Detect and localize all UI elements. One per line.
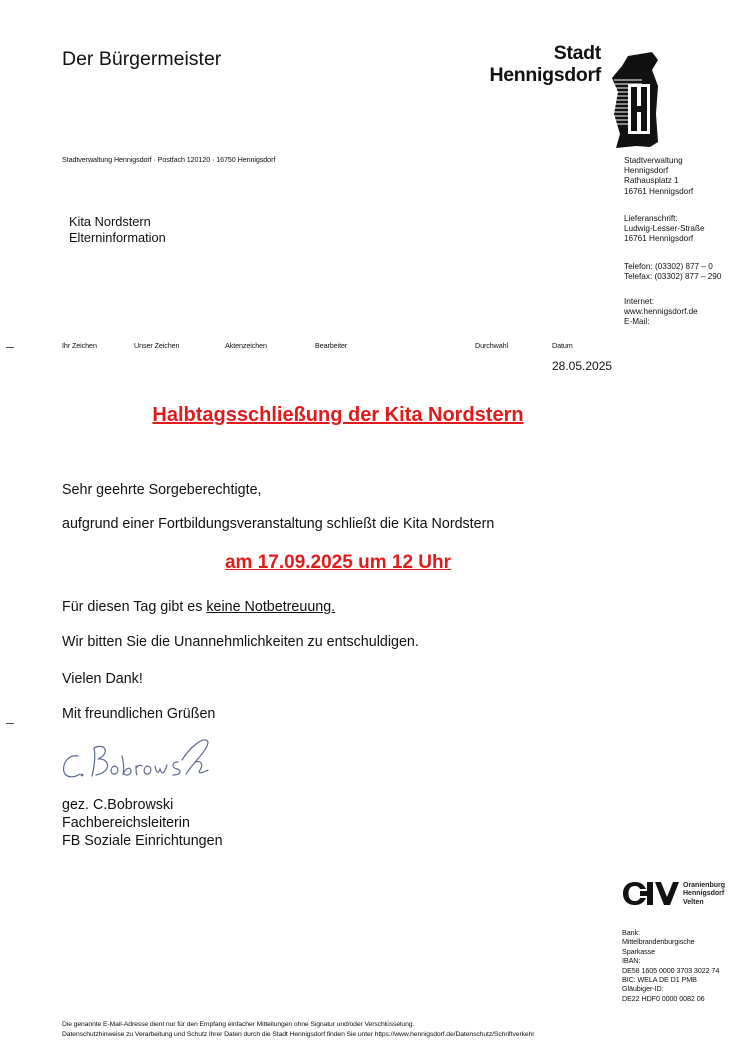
- city-name-line1: Stadt: [553, 42, 601, 64]
- fold-mark-bottom: [6, 723, 14, 724]
- sidebar-phone: Telefon: (03302) 877 – 0: [624, 262, 713, 271]
- sender-title: Der Bürgermeister: [62, 48, 222, 70]
- sidebar-email-label: E-Mail:: [624, 317, 650, 327]
- hennigsdorf-crest-logo: [612, 52, 660, 150]
- signer-role: Fachbereichsleiterin: [62, 815, 190, 831]
- sidebar-address-line: Hennigsdorf: [624, 166, 669, 176]
- signer-block: [62, 796, 223, 850]
- footer-email-note: Die genannte E-Mail-Adresse dient nur für den Empfang einfacher Mitteilungen ohne Signatur und/oder Verschlüsselung.: [62, 1021, 415, 1028]
- notice-emphasis: keine Notbetreuung.: [206, 599, 336, 615]
- salutation: Sehr geehrte Sorgeberechtigte,: [62, 482, 262, 498]
- sidebar-delivery: [624, 214, 705, 245]
- intro-paragraph: aufgrund einer Fortbildungsveranstaltung schließt die Kita Nordstern: [62, 516, 495, 532]
- recipient-line1: Kita Nordstern: [69, 214, 151, 229]
- closing-line: Mit freundlichen Grüßen: [62, 706, 216, 722]
- ref-ihr-zeichen: Ihr Zeichen: [62, 341, 97, 350]
- ref-unser-zeichen: Unser Zeichen: [134, 341, 180, 350]
- sidebar-delivery-line: Ludwig-Lesser-Straße: [624, 224, 705, 234]
- ref-bearbeiter: Bearbeiter: [315, 341, 348, 350]
- ref-aktenzeichen: Aktenzeichen: [225, 341, 267, 350]
- ohv-line: Oranienburg: [683, 882, 726, 889]
- signer-department: FB Soziale Einrichtungen: [62, 833, 223, 849]
- ohv-line: Velten: [683, 898, 704, 906]
- notice-paragraph: [62, 599, 335, 616]
- sidebar-online: [624, 297, 698, 328]
- sidebar-address-line: Rathausplatz 1: [624, 176, 679, 186]
- bank-line: DE22 HDF0 0000 0082 06: [622, 993, 705, 1003]
- notice-prefix: Für diesen Tag gibt es: [62, 599, 207, 615]
- ref-durchwahl: Durchwahl: [475, 341, 509, 350]
- ref-datum-label: Datum: [552, 341, 573, 350]
- recipient-block: [69, 214, 166, 246]
- closure-date-highlight: am 17.09.2025 um 12 Uhr: [224, 552, 452, 573]
- sidebar-internet-label: Internet:: [624, 297, 655, 306]
- sidebar-contact: [624, 262, 721, 282]
- ohv-line: Hennigsdorf: [683, 890, 725, 898]
- sidebar-delivery-line: Lieferanschrift:: [624, 214, 678, 223]
- letter-date: 28.05.2025: [552, 359, 613, 373]
- bank-line: Mittelbrandenburgische: [622, 937, 695, 947]
- bank-line: DE58 1605 0000 3703 3022 74: [622, 965, 720, 975]
- sidebar-address-line: 16761 Hennigsdorf: [624, 186, 694, 196]
- sidebar-address: [624, 156, 693, 197]
- city-name-line2: Hennigsdorf: [489, 64, 601, 86]
- footer: [62, 1020, 534, 1039]
- bank-line: Bank:: [622, 928, 640, 937]
- ohv-district-logo: [622, 880, 680, 907]
- footer-privacy-note: Datenschutzhinweise zu Verarbeitung und Schutz Ihrer Daten durch die Stadt Hennigsdorf finden Sie unter https://www.hennigsdorf.de/Datenschutz/Schriftverkehr: [62, 1030, 535, 1038]
- handwritten-signature: [58, 728, 218, 786]
- bank-line: BIC: WELA DE D1 PMB: [622, 975, 697, 985]
- return-address: Stadtverwaltung Hennigsdorf · Postfach 120120 · 16750 Hennigsdorf: [62, 155, 276, 164]
- ohv-logo-text: [683, 882, 725, 907]
- fold-mark-top: [6, 347, 14, 348]
- letter-subject: Halbtagsschließung der Kita Nordstern: [152, 404, 524, 426]
- thanks-line: Vielen Dank!: [62, 671, 143, 687]
- apology-paragraph: Wir bitten Sie die Unannehmlichkeiten zu entschuldigen.: [62, 634, 419, 650]
- sidebar-fax: Telefax: (03302) 877 – 290: [624, 272, 722, 282]
- bank-line: Gläubiger-ID:: [622, 984, 664, 994]
- bank-line: Sparkasse: [622, 946, 656, 956]
- sidebar-internet-link[interactable]: www.hennigsdorf.de: [624, 307, 698, 317]
- bank-details: [622, 928, 719, 1003]
- sidebar-delivery-line: 16761 Hennigsdorf: [624, 234, 694, 244]
- signer-name: gez. C.Bobrowski: [62, 797, 174, 813]
- recipient-line2: Elterninformation: [69, 230, 166, 245]
- bank-line: IBAN:: [622, 956, 641, 966]
- city-name: [470, 42, 601, 86]
- sidebar-address-line: Stadtverwaltung: [624, 156, 683, 165]
